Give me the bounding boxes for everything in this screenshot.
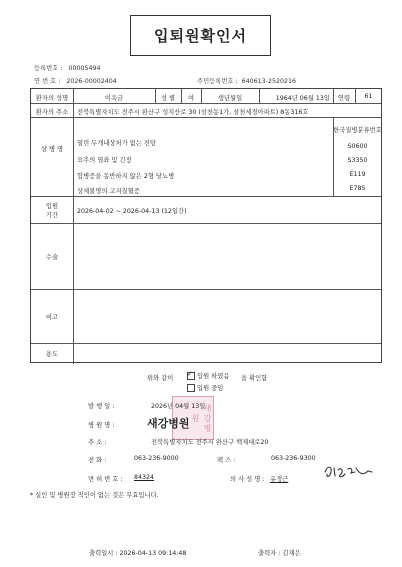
document-title: 입퇴원확인서	[130, 15, 271, 56]
diagnosis-name: 요추의 염좌 및 긴장	[77, 157, 132, 164]
patient-address: 전북특별자치도 전주시 완산구 성지산로 30 (삼천동1가, 삼천세경아파트) 8동316호	[77, 109, 309, 116]
phone-label: 전 화 :	[88, 457, 107, 464]
confirmation-prefix: 위와 같이	[147, 375, 174, 382]
phone: 063-236-9000	[134, 455, 179, 462]
issue-date-label: 발 행 일 :	[88, 403, 115, 410]
diagnosis-code: E785	[349, 185, 366, 192]
birth-label: 생년월일	[217, 95, 243, 102]
sex-label: 성 별	[160, 95, 176, 102]
registration-number: 00005494	[68, 65, 101, 72]
patient-name-label: 환자의 성명	[35, 95, 69, 102]
fax-label: 팩 스 :	[217, 457, 236, 464]
serial-number-row	[34, 76, 117, 85]
remarks-label: 비고	[45, 314, 59, 321]
diagnosis-name: 합병증을 동반하지 않은 2형 당뇨병	[77, 173, 175, 180]
printed-at-label: 출력일시 :	[89, 550, 118, 557]
printed-by-row	[258, 548, 301, 557]
purpose-label: 용도	[45, 351, 59, 358]
certificate-table	[30, 88, 382, 363]
admitted-checkbox[interactable]	[187, 372, 195, 380]
doctor-signature	[322, 463, 376, 483]
issue-date: 2026년 04월 13일	[151, 403, 206, 410]
resident-number: 640613-2520216	[241, 78, 296, 85]
notice: * 실인 및 병원장 직인이 없는 것은 무효입니다.	[30, 492, 159, 499]
surgery-label: 수술	[45, 254, 59, 261]
diagnosis-code-header: 한국질병분류번호	[333, 127, 382, 134]
printed-at: 2026-04-13 09:14:48	[119, 550, 187, 557]
resident-number-row	[197, 76, 296, 85]
diagnosis-name: 열린 두개내상처가 없는 진탕	[77, 140, 156, 147]
printed-by: 김재은	[282, 550, 301, 557]
diagnosis-code: S0600	[347, 143, 368, 150]
age-value: 61	[364, 93, 373, 100]
option-admitted[interactable]	[187, 371, 229, 380]
option-inpatient[interactable]	[187, 383, 223, 392]
diagnosis-code: E119	[349, 171, 366, 178]
license-number: 84324	[134, 474, 155, 481]
sex-value: 여	[187, 95, 195, 102]
hospital-address: 전북특별자치도 전주시 완산구 백제대로20	[151, 439, 269, 446]
confirmation-suffix: 을 확인함	[241, 375, 268, 382]
age-label: 연령	[337, 95, 351, 102]
doctor-label: 의 사 성 명 :	[230, 476, 265, 483]
printed-by-label: 출력자 :	[258, 550, 281, 557]
patient-address-label: 환자의 주소	[35, 109, 69, 116]
inpatient-checkbox[interactable]	[187, 384, 195, 392]
birth-value: 1964년 06월 13일	[275, 95, 330, 102]
admission-period: 2026-04-02 ~ 2026-04-13 (12일간)	[77, 208, 187, 215]
hospital-name-label: 병 원 명 :	[88, 422, 115, 429]
hospital-name: 새강병원	[147, 417, 190, 430]
admission-label-line1: 입원	[45, 203, 59, 210]
serial-number: 2026-00002404	[66, 78, 117, 85]
diagnosis-code: S3350	[347, 157, 368, 164]
patient-name: 이옥금	[104, 95, 124, 102]
diagnosis-name: 상세불명의 고지질혈증	[77, 188, 140, 195]
serial-number-label: 연 번 호 :	[34, 78, 61, 85]
registration-number-label: 등록번호 :	[34, 65, 63, 72]
fax: 063-236-9300	[271, 455, 316, 462]
resident-number-label: 주민등록번호 :	[197, 78, 238, 85]
diagnosis-label: 상 병 명	[40, 146, 64, 153]
option-admitted-label: 입원 하였음	[197, 373, 230, 380]
hospital-address-label: 주 소 :	[88, 439, 107, 446]
license-label: 면 허 번 호 :	[88, 476, 123, 483]
doctor-name: 유정근	[270, 476, 289, 483]
stamp-text: 새강병원	[191, 404, 212, 434]
option-inpatient-label: 입원 중임	[197, 385, 224, 392]
admission-label-line2: 기간	[45, 212, 59, 219]
registration-number-row	[34, 63, 101, 72]
printed-at-row	[89, 548, 186, 557]
